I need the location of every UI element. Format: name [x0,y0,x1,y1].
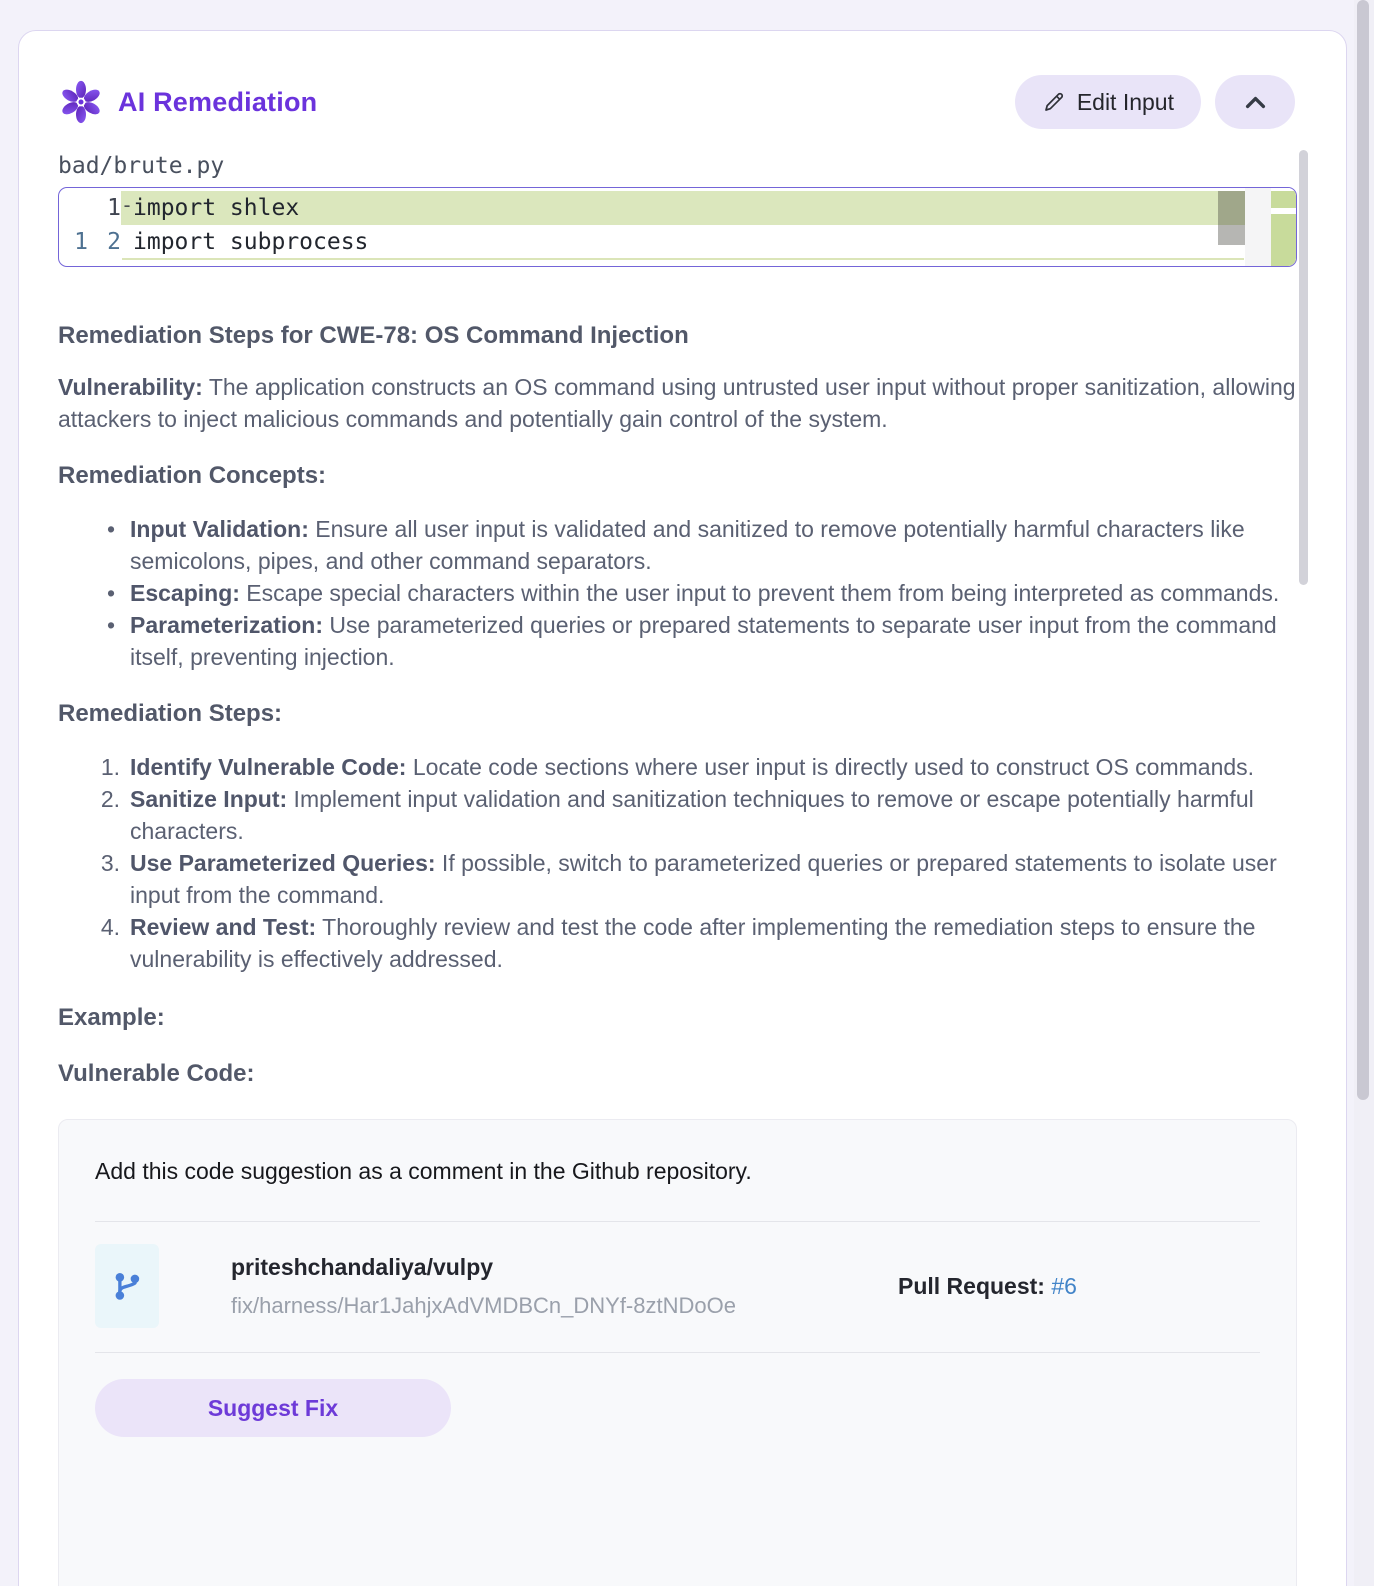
step-number: 1. [100,754,120,780]
steps-list [58,751,1297,975]
diff-line-added [59,191,1296,225]
pull-request-link[interactable]: #6 [1051,1272,1077,1299]
concepts-heading: Remediation Concepts: [58,462,327,489]
repository-row [95,1244,1260,1328]
concept-text: Escape special characters within the user input to prevent them from being interpreted as commands. [239,580,1280,606]
new-line-number: 2 [107,229,121,255]
concept-label: Escaping: [130,580,240,606]
panel-title: AI Remediation [118,86,318,117]
minimap-change-block [1271,191,1296,208]
suggest-fix-button[interactable]: Suggest Fix [95,1379,451,1437]
concepts-list [58,513,1297,673]
step-number: 4. [100,914,120,940]
step-number: 3. [100,850,120,876]
minimap-change-block [1271,214,1296,266]
ai-remediation-panel [18,30,1347,1586]
list-item [58,609,1297,673]
list-item [58,783,1297,847]
list-item-body [130,609,1297,673]
concept-label: Input Validation: [130,516,309,542]
edit-input-button[interactable] [1015,75,1201,129]
content-scrollbar-thumb[interactable] [1299,150,1308,585]
list-item [58,513,1297,577]
bullet-icon [58,513,130,577]
repo-name: priteshchandaliya/vulpy [231,1253,494,1280]
window-scrollbar-track[interactable] [1354,0,1374,1586]
diff-bottom-rule [122,258,1244,260]
main-heading: Remediation Steps for CWE-78: OS Command Injection [58,322,689,349]
title-group [58,79,317,125]
list-item-body [130,577,1297,609]
branch-name: fix/harness/Har1JahjxAdVMDBCn_DNYf-8ztNDoOe [231,1292,736,1318]
added-code-line [121,191,1245,225]
bullet-icon [58,609,130,673]
list-item-body [130,783,1297,847]
concept-label: Parameterization: [130,612,324,638]
code-text: import shlex [133,195,300,221]
step-text: If possible, switch to parameterized queries or prepared statements to isolate user input from the command. [130,850,1277,908]
vulnerability-text: The application constructs an OS command using untrusted user input without proper sanitization, allowing attackers to inject malicious commands and potentially gain control of the system. [58,374,1296,432]
list-item [58,847,1297,911]
step-label: Identify Vulnerable Code: [130,754,407,780]
old-line-number: 1 [74,229,88,255]
list-item-body [130,751,1297,783]
example-heading: Example: [58,1004,165,1031]
diff-line-context [59,225,1296,259]
vulnerable-code-heading: Vulnerable Code: [58,1060,255,1087]
concept-text: Use parameterized queries or prepared statements to separate user input from the command itself, preventing injection. [130,612,1277,670]
pull-request-label: Pull Request: [898,1272,1045,1299]
file-path: bad/brute.py [58,153,225,179]
step-text: Implement input validation and sanitization techniques to remove or escape potentially harmful characters. [130,786,1254,844]
new-line-number: 1 [107,195,121,221]
step-text: Thoroughly review and test the code after implementing the remediation steps to ensure the vulnerability is effectively addressed. [130,914,1256,972]
editor-gutter-strip [1245,188,1271,266]
remediation-content [58,321,1297,1089]
step-label: Use Parameterized Queries: [130,850,436,876]
list-item [58,751,1297,783]
vulnerability-label: Vulnerability: [58,374,203,400]
repo-icon-tile [95,1244,159,1328]
steps-heading: Remediation Steps: [58,700,283,727]
suggestion-instruction: Add this code suggestion as a comment in the Github repository. [95,1158,752,1184]
step-number: 2. [100,786,120,812]
list-item-body [130,911,1297,975]
list-item [58,577,1297,609]
code-text: import subprocess [133,229,369,255]
window-scrollbar-thumb[interactable] [1357,0,1369,1100]
repo-texts [231,1254,736,1319]
diff-minimap [1271,188,1296,266]
divider [95,1352,1260,1353]
step-label: Review and Test: [130,914,317,940]
edit-input-label: Edit Input [1076,88,1174,115]
panel-header [58,75,1295,129]
editor-scrollbar-thumb[interactable] [1218,191,1245,245]
step-text: Locate code sections where user input is directly used to construct OS commands. [406,754,1255,780]
github-suggestion-card [58,1119,1297,1586]
git-branch-icon [108,1267,146,1305]
list-item-body [130,847,1297,911]
diff-change-marker: - [121,193,134,217]
list-item [58,911,1297,975]
divider [95,1221,1260,1222]
list-item-body [130,513,1297,577]
pencil-icon [1042,90,1066,114]
header-actions [1015,75,1295,129]
vulnerability-paragraph [58,371,1297,435]
chevron-up-icon [1242,89,1269,116]
collapse-button[interactable] [1215,75,1295,129]
pull-request-info [898,1273,1260,1300]
bullet-icon [58,577,130,609]
concept-text: Ensure all user input is validated and sanitized to remove potentially harmful characters like semicolons, pipes, and other command separators. [130,516,1245,574]
context-code-line [121,225,1245,259]
step-label: Sanitize Input: [130,786,288,812]
ai-flower-icon [58,79,104,125]
code-diff-viewer[interactable] [58,187,1297,267]
